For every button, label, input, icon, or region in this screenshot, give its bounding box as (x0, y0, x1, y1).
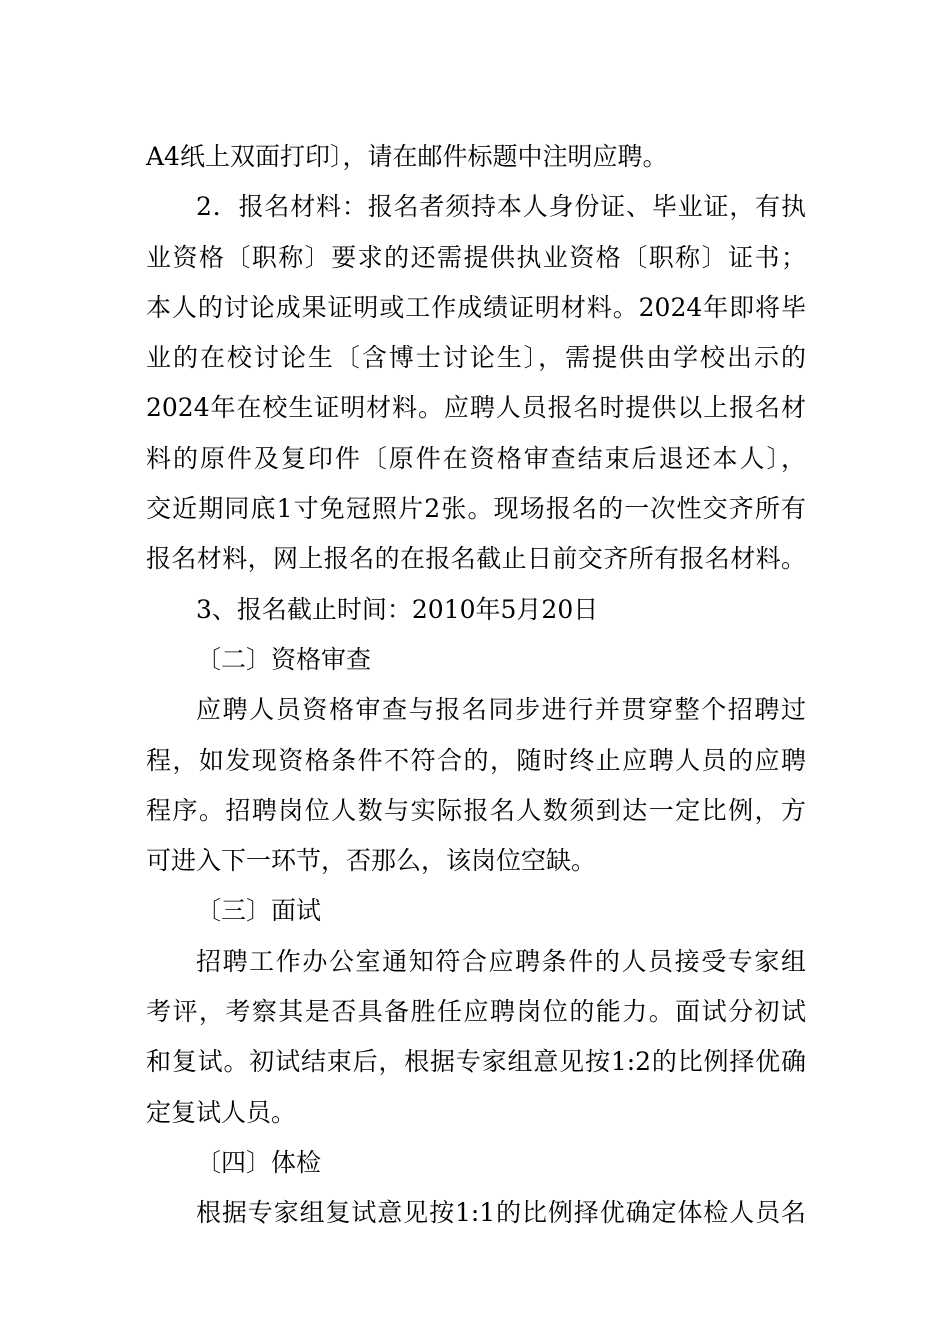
text-line: 〔三〕面试 (196, 896, 322, 926)
text-line: 料的原件及复印件〔原件在资格审查结束后退还本人〕， (146, 443, 806, 473)
text-line: 业资格〔职称〕要求的还需提供执业资格〔职称〕证书； (146, 242, 806, 272)
text-line: 和复试。初试结束后，根据专家组意见按1:2的比例择优确 (146, 1047, 806, 1077)
text-line: 2024年在校生证明材料。应聘人员报名时提供以上报名材 (146, 393, 806, 423)
text-line: 〔四〕体检 (196, 1147, 322, 1177)
text-line: 程序。招聘岗位人数与实际报名人数须到达一定比例，方 (146, 795, 806, 825)
text-line: 定复试人员。 (146, 1097, 297, 1127)
text-line: 招聘工作办公室通知符合应聘条件的人员接受专家组 (196, 946, 806, 976)
text-line: 交近期同底1寸免冠照片2张。现场报名的一次性交齐所有 (146, 494, 806, 524)
text-line: 可进入下一环节，否那么，该岗位空缺。 (146, 846, 597, 876)
text-line: 考评，考察其是否具备胜任应聘岗位的能力。面试分初试 (146, 997, 806, 1027)
text-line: 程，如发现资格条件不符合的，随时终止应聘人员的应聘 (146, 745, 806, 775)
text-line: 〔二〕资格审查 (196, 644, 372, 674)
text-line: 根据专家组复试意见按1:1的比例择优确定体检人员名 (196, 1198, 806, 1228)
text-line: 2．报名材料：报名者须持本人身份证、毕业证，有执 (196, 192, 806, 222)
text-line: 报名材料，网上报名的在报名截止日前交齐所有报名材料。 (146, 544, 806, 574)
text-line: A4纸上双面打印〕，请在邮件标题中注明应聘。 (146, 142, 668, 171)
text-line: 本人的讨论成果证明或工作成绩证明材料。2024年即将毕 (146, 292, 806, 322)
text-line: 应聘人员资格审查与报名同步进行并贯穿整个招聘过 (196, 695, 806, 725)
text-line: 业的在校讨论生〔含博士讨论生〕，需提供由学校出示的 (146, 343, 806, 373)
document-body (146, 132, 806, 1239)
text-line: 3、报名截止时间：2010年5月20日 (196, 594, 599, 624)
